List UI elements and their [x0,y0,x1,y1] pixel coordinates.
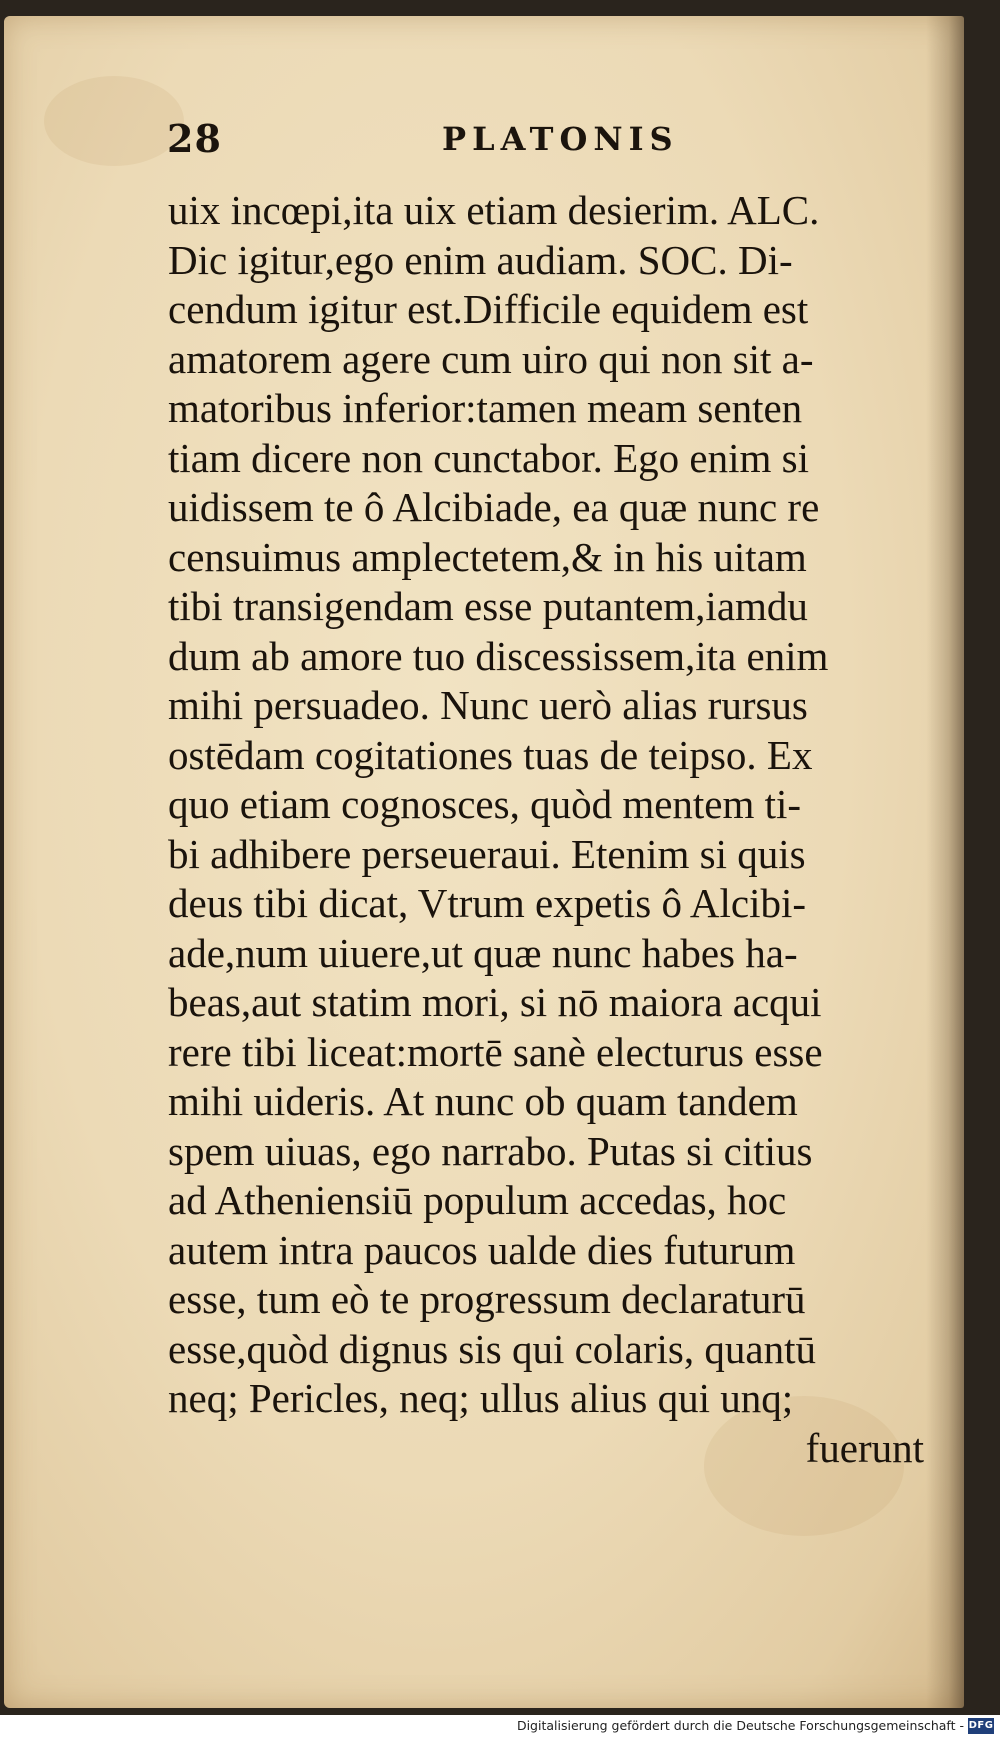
page-number: 28 [167,116,222,161]
text-line: amatorem agere cum uiro qui non sit a- [168,335,814,382]
text-line: quo etiam cognosces, quòd mentem ti- [168,781,802,827]
text-line: cendum igitur est.Difficile equidem est [168,286,809,332]
text-line: matoribus inferior:tamen meam senten [168,385,803,431]
text-line: dum ab amore tuo discessissem,ita enim [168,632,829,679]
text-line: ostēdam cogitationes tuas de teipso. Ex [168,731,813,778]
dfg-logo[interactable]: DFG [968,1718,994,1734]
text-line: mihi persuadeo. Nunc uerò alias rursus [168,682,808,728]
text-line: uidissem te ô Alcibiade, ea quæ nunc re [168,484,820,530]
text-line: bi adhibere perseueraui. Etenim si quis [168,830,806,877]
digitization-footer [0,1715,1000,1739]
text-line: tibi transigendam esse putantem,iamdu [168,583,808,629]
text-line: spem uiuas, ego narrabo. Putas si citius [168,1127,813,1174]
text-line: censuimus amplectetem,& in his uitam [168,533,807,580]
text-line: beas,aut statim mori, si nō maiora acqui [168,979,822,1025]
page-edge-shadow [926,16,964,1708]
text-line: esse,quòd dignus sis qui colaris, quantū [168,1325,816,1372]
text-line: rere tibi liceat:mortē sanè electurus esse [168,1028,823,1075]
paper-stain [44,76,184,166]
text-line: uix incœpi,ita uix etiam desierim. ALC. [168,187,820,233]
text-line: deus tibi dicat, Vtrum expetis ô Alcibi- [168,880,807,926]
text-line: Dic igitur,ego enim audiam. SOC. Di- [168,236,793,283]
text-line: tiam dicere non cunctabor. Ego enim si [168,434,810,481]
text-line: mihi uideris. At nunc ob quam tandem [168,1078,798,1124]
text-line: autem intra paucos ualde dies futurum [168,1226,796,1273]
text-line: neq; Pericles, neq; ullus alius qui unq; [168,1375,794,1421]
text-line: esse, tum eò te progressum declaraturū [168,1276,806,1322]
book-page [4,16,964,1708]
funding-credit: Digitalisierung gefördert durch die Deutsche Forschungsgemeinschaft - [516,1718,964,1733]
page-header [167,116,707,172]
text-line: ad Atheniensiū populum accedas, hoc [168,1177,787,1223]
running-title: PLATONIS [442,120,679,158]
catchword: fuerunt [805,1424,924,1471]
text-line: ade,num uiuere,ut quæ nunc habes ha- [168,929,798,976]
body-text [168,186,928,1473]
